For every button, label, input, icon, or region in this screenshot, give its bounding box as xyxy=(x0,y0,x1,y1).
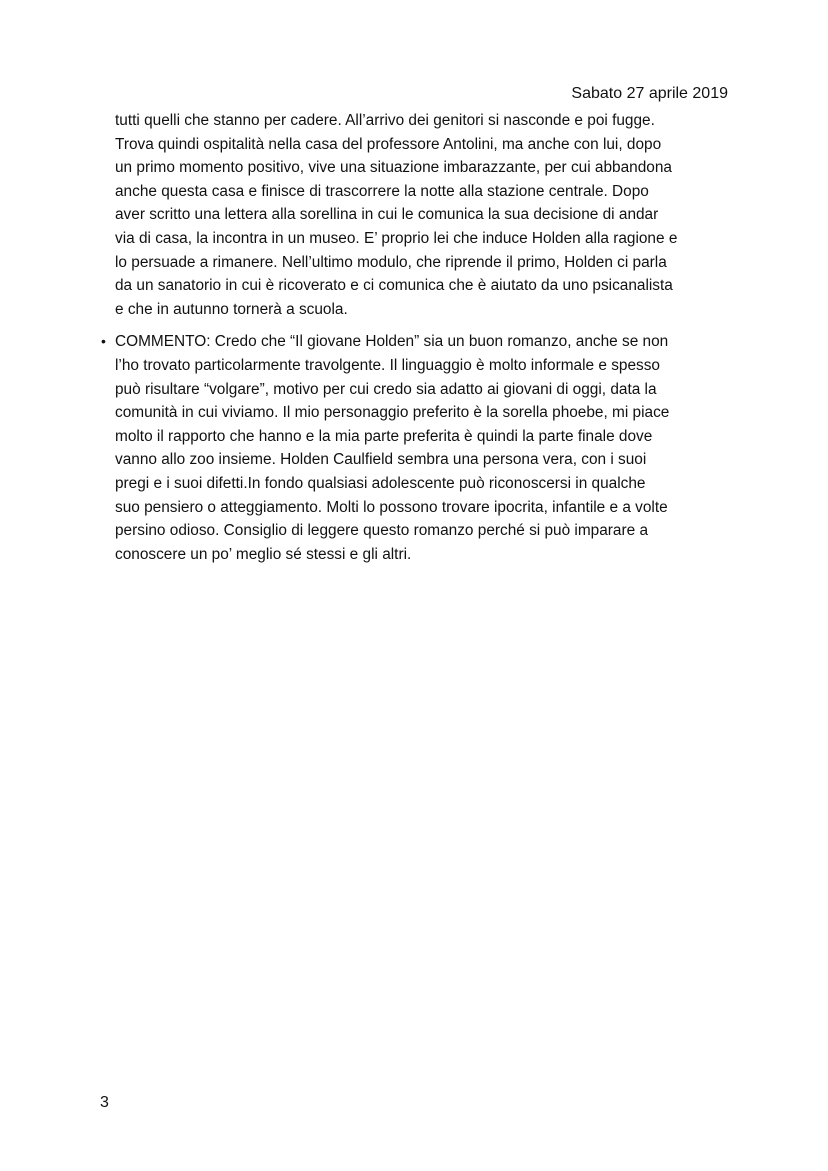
paragraph-line: lo persuade a rimanere. Nell’ultimo modulo, che riprende il primo, Holden ci parla xyxy=(115,253,667,271)
comment-line: comunità in cui viviamo. Il mio personaggio preferito è la sorella phoebe, mi piace xyxy=(115,404,670,422)
comment-line: persino odioso. Consiglio di leggere questo romanzo perché si può imparare a xyxy=(115,522,648,540)
comment-line: COMMENTO: Credo che “Il giovane Holden” sia un buon romanzo, anche se non xyxy=(115,333,669,351)
paragraph-line: tutti quelli che stanno per cadere. All’arrivo dei genitori si nasconde e poi fugge. xyxy=(115,112,655,129)
comment-line: vanno allo zoo insieme. Holden Caulfield sembra una persona vera, con i suoi xyxy=(115,451,647,469)
continued-paragraph xyxy=(115,109,735,321)
paragraph-line: un primo momento positivo, vive una situazione imbarazzante, per cui abbandona xyxy=(115,159,672,177)
comment-list xyxy=(101,330,735,566)
paragraph-line: aver scritto una lettera alla sorellina in cui le comunica la sua decisione di andar xyxy=(115,206,659,224)
comment-line: suo pensiero o atteggiamento. Molti lo possono trovare ipocrita, infantile e a volte xyxy=(115,498,668,516)
document-body xyxy=(101,109,735,566)
comment-line: può risultare “volgare”, motivo per cui credo sia adatto ai giovani di oggi, data la xyxy=(115,380,657,398)
page-number: 3 xyxy=(100,1094,109,1111)
comment-list-item xyxy=(101,330,735,566)
comment-line: conoscere un po’ meglio sé stessi e gli altri. xyxy=(115,545,412,563)
comment-line: l’ho trovato particolarmente travolgente. Il linguaggio è molto informale e spesso xyxy=(115,356,660,374)
paragraph-line: Trova quindi ospitalità nella casa del professore Antolini, ma anche con lui, dopo xyxy=(115,135,662,153)
paragraph-line: e che in autunno tornerà a scuola. xyxy=(115,300,348,318)
header-date: Sabato 27 aprile 2019 xyxy=(571,85,728,102)
comment-line: molto il rapporto che hanno e la mia parte preferita è quindi la parte finale dove xyxy=(115,427,653,445)
comment-line: pregi e i suoi difetti.In fondo qualsiasi adolescente può riconoscersi in qualche xyxy=(115,474,646,492)
paragraph-line: via di casa, la incontra in un museo. E’ proprio lei che induce Holden alla ragione e xyxy=(115,229,678,247)
bullet-icon: • xyxy=(101,333,106,350)
paragraph-line: anche questa casa e finisce di trascorrere la notte alla stazione centrale. Dopo xyxy=(115,182,649,200)
paragraph-line: da un sanatorio in cui è ricoverato e ci comunica che è aiutato da uno psicanalista xyxy=(115,277,673,295)
